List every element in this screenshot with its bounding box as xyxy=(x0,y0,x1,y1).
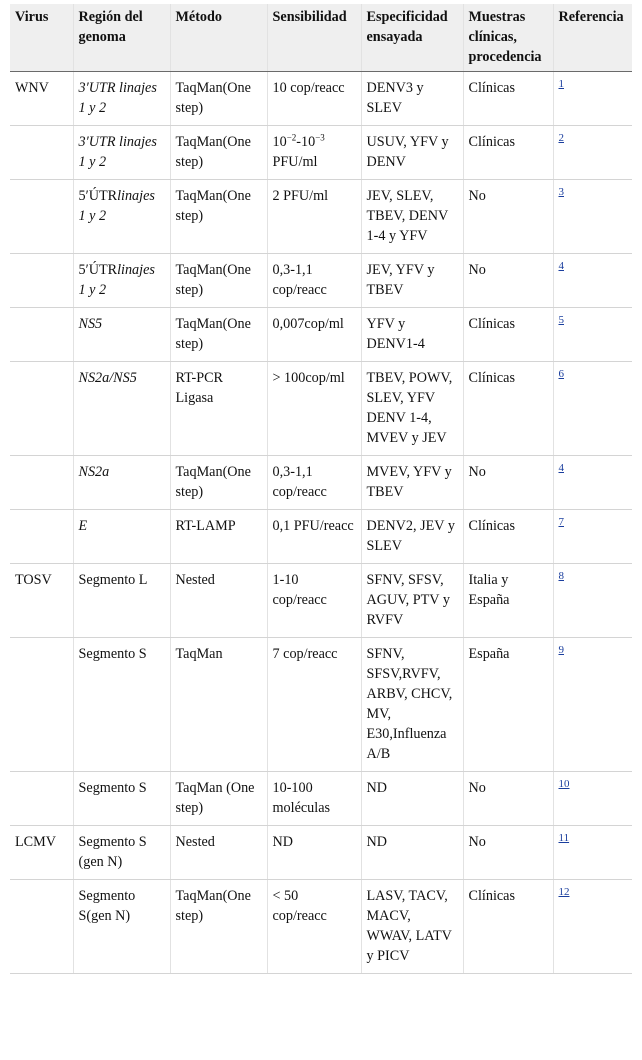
cell-region: 3′UTR linajes 1 y 2 xyxy=(73,126,170,180)
header-method: Método xyxy=(170,4,267,72)
cell-specificity: SFNV, SFSV, AGUV, PTV y RVFV xyxy=(361,564,463,638)
region-part: 5′ÚTR xyxy=(78,188,118,204)
cell-method: TaqMan(One step) xyxy=(170,72,267,126)
cell-specificity: SFNV, SFSV,RVFV, ARBV, CHCV, MV, E30,Influenza A/B xyxy=(361,638,463,772)
table-row xyxy=(10,510,632,564)
table-row xyxy=(10,308,632,362)
header-samples: Muestras clínicas, procedencia xyxy=(463,4,553,72)
cell-specificity: TBEV, POWV, SLEV, YFV DENV 1-4, MVEV y JEV xyxy=(361,362,463,456)
cell-virus xyxy=(10,362,73,456)
cell-virus xyxy=(10,308,73,362)
cell-samples: Clínicas xyxy=(463,126,553,180)
cell-virus xyxy=(10,180,73,254)
cell-reference xyxy=(553,72,632,126)
cell-region: 3′UTR linajes 1 y 2 xyxy=(73,72,170,126)
cell-region: Segmento S (gen N) xyxy=(73,826,170,880)
table-row xyxy=(10,456,632,510)
cell-virus xyxy=(10,456,73,510)
cell-method: TaqMan(One step) xyxy=(170,254,267,308)
cell-region: E xyxy=(73,510,170,564)
cell-sensitivity: 2 PFU/ml xyxy=(267,180,361,254)
reference-link[interactable]: 6 xyxy=(558,368,564,380)
cell-reference xyxy=(553,826,632,880)
reference-link[interactable]: 3 xyxy=(558,186,564,198)
cell-virus xyxy=(10,254,73,308)
reference-link[interactable]: 2 xyxy=(558,132,564,144)
cell-reference xyxy=(553,308,632,362)
cell-samples: No xyxy=(463,826,553,880)
cell-method: RT-PCR Ligasa xyxy=(170,362,267,456)
cell-virus xyxy=(10,772,73,826)
table-row xyxy=(10,362,632,456)
cell-region: Segmento S(gen N) xyxy=(73,880,170,974)
cell-reference xyxy=(553,254,632,308)
cell-method: TaqMan(One step) xyxy=(170,880,267,974)
table-row xyxy=(10,772,632,826)
cell-region xyxy=(73,254,170,308)
cell-virus xyxy=(10,638,73,772)
cell-samples: No xyxy=(463,772,553,826)
cell-sensitivity: 7 cop/reacc xyxy=(267,638,361,772)
header-specificity: Especificidad ensayada xyxy=(361,4,463,72)
cell-virus xyxy=(10,880,73,974)
cell-sensitivity: ND xyxy=(267,826,361,880)
cell-method: TaqMan(One step) xyxy=(170,308,267,362)
header-region: Región del genoma xyxy=(73,4,170,72)
reference-link[interactable]: 12 xyxy=(558,886,570,898)
cell-samples: España xyxy=(463,638,553,772)
cell-sensitivity: < 50 cop/reacc xyxy=(267,880,361,974)
cell-sensitivity xyxy=(267,126,361,180)
cell-sensitivity: 10 cop/reacc xyxy=(267,72,361,126)
cell-specificity: ND xyxy=(361,772,463,826)
table-row xyxy=(10,880,632,974)
header-virus: Virus xyxy=(10,4,73,72)
cell-region: Segmento S xyxy=(73,772,170,826)
cell-specificity: LASV, TACV, MACV, WWAV, LATV y PICV xyxy=(361,880,463,974)
cell-method: TaqMan (One step) xyxy=(170,772,267,826)
cell-samples: Clínicas xyxy=(463,880,553,974)
sens-mid: -10 xyxy=(296,134,316,150)
cell-virus: TOSV xyxy=(10,564,73,638)
reference-link[interactable]: 1 xyxy=(558,78,564,90)
cell-reference xyxy=(553,180,632,254)
cell-specificity: MVEV, YFV y TBEV xyxy=(361,456,463,510)
reference-link[interactable]: 10 xyxy=(558,778,570,790)
sens-base: 10 xyxy=(272,134,287,150)
cell-samples: No xyxy=(463,180,553,254)
table-row xyxy=(10,180,632,254)
cell-virus xyxy=(10,126,73,180)
cell-samples: Italia y España xyxy=(463,564,553,638)
cell-region: NS2a/NS5 xyxy=(73,362,170,456)
header-reference: Referencia xyxy=(553,4,632,72)
cell-region: Segmento L xyxy=(73,564,170,638)
cell-virus: LCMV xyxy=(10,826,73,880)
cell-method: Nested xyxy=(170,564,267,638)
cell-sensitivity: 1-10 cop/reacc xyxy=(267,564,361,638)
cell-samples: Clínicas xyxy=(463,510,553,564)
assay-table xyxy=(10,4,632,974)
cell-sensitivity: 0,007cop/ml xyxy=(267,308,361,362)
table-header xyxy=(10,4,632,72)
header-row xyxy=(10,4,632,72)
cell-reference xyxy=(553,362,632,456)
cell-reference xyxy=(553,638,632,772)
table-row xyxy=(10,826,632,880)
table-row xyxy=(10,126,632,180)
cell-reference xyxy=(553,510,632,564)
cell-sensitivity: 0,3-1,1 cop/reacc xyxy=(267,456,361,510)
cell-method: TaqMan(One step) xyxy=(170,126,267,180)
cell-reference xyxy=(553,880,632,974)
cell-reference xyxy=(553,456,632,510)
table-row xyxy=(10,72,632,126)
table-row xyxy=(10,638,632,772)
cell-virus xyxy=(10,510,73,564)
reference-link[interactable]: 11 xyxy=(558,832,570,844)
cell-samples: Clínicas xyxy=(463,308,553,362)
cell-specificity: JEV, YFV y TBEV xyxy=(361,254,463,308)
cell-sensitivity: 0,3-1,1 cop/reacc xyxy=(267,254,361,308)
reference-link[interactable]: 4 xyxy=(558,260,564,272)
cell-specificity: JEV, SLEV, TBEV, DENV 1-4 y YFV xyxy=(361,180,463,254)
cell-region: NS2a xyxy=(73,456,170,510)
reference-link[interactable]: 4 xyxy=(558,462,564,474)
cell-reference xyxy=(553,126,632,180)
reference-link[interactable]: 8 xyxy=(558,570,564,582)
region-part: 5′ÚTR xyxy=(78,262,118,278)
cell-region: NS5 xyxy=(73,308,170,362)
cell-specificity: USUV, YFV y DENV xyxy=(361,126,463,180)
cell-sensitivity: > 100cop/ml xyxy=(267,362,361,456)
sens-exponent: −2 xyxy=(286,132,297,143)
cell-method: TaqMan(One step) xyxy=(170,456,267,510)
reference-link[interactable]: 9 xyxy=(558,644,564,656)
sens-unit: PFU/ml xyxy=(272,154,318,170)
cell-samples: No xyxy=(463,456,553,510)
region-lineage: linajes 1 y 2 xyxy=(78,262,155,298)
cell-method: RT-LAMP xyxy=(170,510,267,564)
cell-sensitivity: 0,1 PFU/reacc xyxy=(267,510,361,564)
header-sensitivity: Sensibilidad xyxy=(267,4,361,72)
cell-method: TaqMan(One step) xyxy=(170,180,267,254)
cell-specificity: DENV3 y SLEV xyxy=(361,72,463,126)
cell-reference xyxy=(553,564,632,638)
cell-region xyxy=(73,180,170,254)
cell-samples: Clínicas xyxy=(463,72,553,126)
cell-samples: Clínicas xyxy=(463,362,553,456)
cell-method: TaqMan xyxy=(170,638,267,772)
cell-sensitivity: 10-100 moléculas xyxy=(267,772,361,826)
table-row xyxy=(10,564,632,638)
region-lineage: linajes 1 y 2 xyxy=(78,188,155,224)
table-body xyxy=(10,72,632,974)
reference-link[interactable]: 7 xyxy=(558,516,564,528)
table-row xyxy=(10,254,632,308)
cell-method: Nested xyxy=(170,826,267,880)
sens-exponent: −3 xyxy=(315,132,325,143)
reference-link[interactable]: 5 xyxy=(558,314,564,326)
cell-reference xyxy=(553,772,632,826)
cell-region: Segmento S xyxy=(73,638,170,772)
cell-specificity: ND xyxy=(361,826,463,880)
cell-specificity: YFV y DENV1-4 xyxy=(361,308,463,362)
cell-virus: WNV xyxy=(10,72,73,126)
cell-specificity: DENV2, JEV y SLEV xyxy=(361,510,463,564)
cell-samples: No xyxy=(463,254,553,308)
